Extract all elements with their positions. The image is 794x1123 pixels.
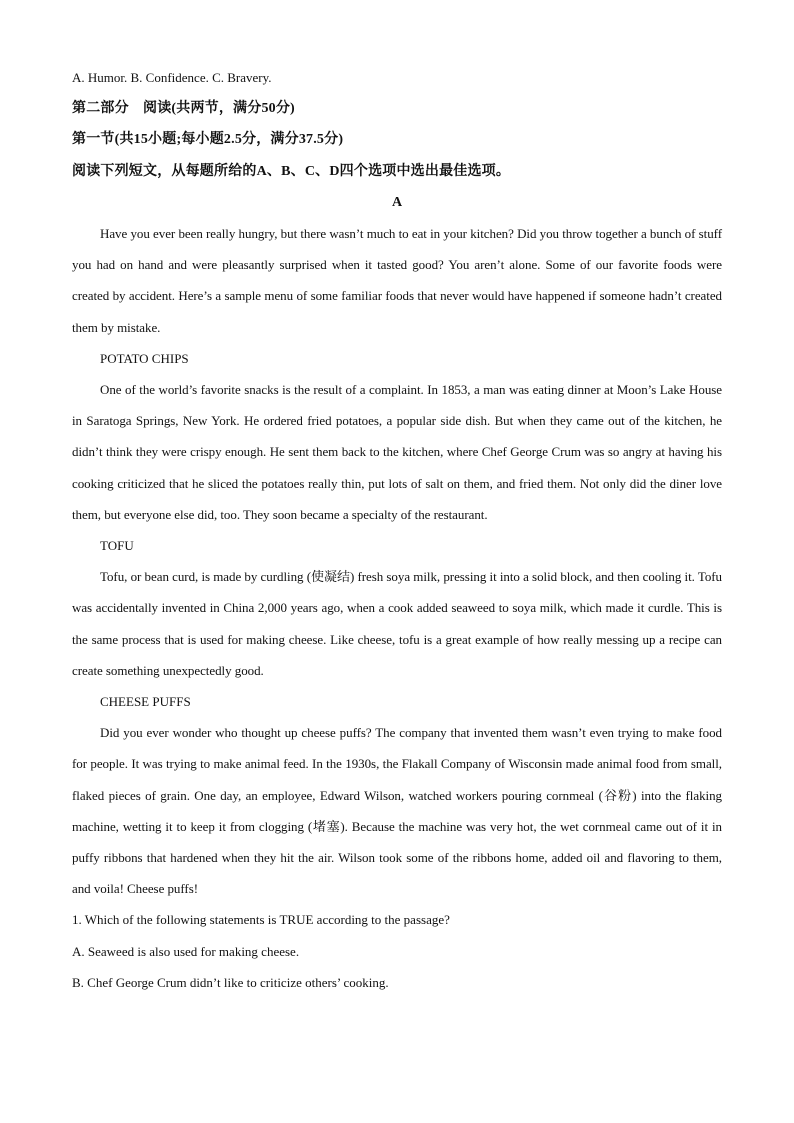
section-title-potato-chips: POTATO CHIPS <box>100 350 189 366</box>
question-option-b: B. Chef George Crum didn’t like to criticize others’ cooking. <box>72 974 389 990</box>
instruction: 阅读下列短文，从每题所给的A、B、C、D四个选项中选出最佳选项。 <box>72 163 511 179</box>
previous-question-options: A. Humor. B. Confidence. C. Bravery. <box>72 70 272 85</box>
question-option-a: A. Seaweed is also used for making cheese. <box>72 943 300 959</box>
part-heading: 第二部分 阅读(共两节，满分50分) <box>72 101 295 117</box>
passage-label: A <box>391 194 403 210</box>
document-page <box>72 62 722 998</box>
section-body-potato-chips: One of the world’s favorite snacks is the result of a complaint. In 1853, a man was eating dinner at Moon’s Lake House in Saratoga Springs, New York. He ordered fried potatoes, a popular side dish. But when they came out of the kitchen, he didn’t think they were crispy enough. He sent them back to the kitchen, where Chef George Crum was so angry at having his cooking criticized that he sliced the potatoes really thin, put lots of salt on them, and fried them. Not only did the diner love them, but everyone else did, too. They soon became a specialty of the restaurant. <box>72 382 722 522</box>
section-title-cheese-puffs: CHEESE PUFFS <box>100 694 191 710</box>
section-body-cheese-puffs: Did you ever wonder who thought up cheese puffs? The company that invented them wasn’t even trying to make food for people. It was trying to make animal feed. In the 1930s, the Flakall Company of Wisconsin made animal food from small, flaked pieces of grain. One day, an employee, Edward Wilson, watched workers pouring cornmeal (谷粉) into the flaking machine, wetting it to keep it from clogging (堵塞). Because the machine was very hot, the wet cornmeal came out of it in puffy ribbons that hardened when they hit the air. Wilson took some of the ribbons home, added oil and flavoring to them, and voila! Cheese puffs! <box>72 725 722 897</box>
intro-paragraph: Have you ever been really hungry, but there wasn’t much to eat in your kitchen? Did you throw together a bunch of stuff you had on hand and were pleasantly surprised when it tasted good? You aren’t alone. Some of our favorite foods were created by accident. Here’s a sample menu of some familiar foods that never would have happened if someone hadn’t created them by mistake. <box>72 226 722 335</box>
section-heading: 第一节(共15小题;每小题2.5分，满分37.5分) <box>72 132 344 148</box>
section-body-tofu: Tofu, or bean curd, is made by curdling (使凝结) fresh soya milk, pressing it into a solid block, and then cooling it. Tofu was accidentally invented in China 2,000 years ago, when a cook added seaweed to soya milk, which made it curdle. This is the same process that is used for making cheese. Like cheese, tofu is a great example of how really messing up a recipe can create something unexpectedly good. <box>72 569 722 678</box>
section-title-tofu: TOFU <box>100 538 134 554</box>
question-stem: 1. Which of the following statements is TRUE according to the passage? <box>72 912 450 928</box>
